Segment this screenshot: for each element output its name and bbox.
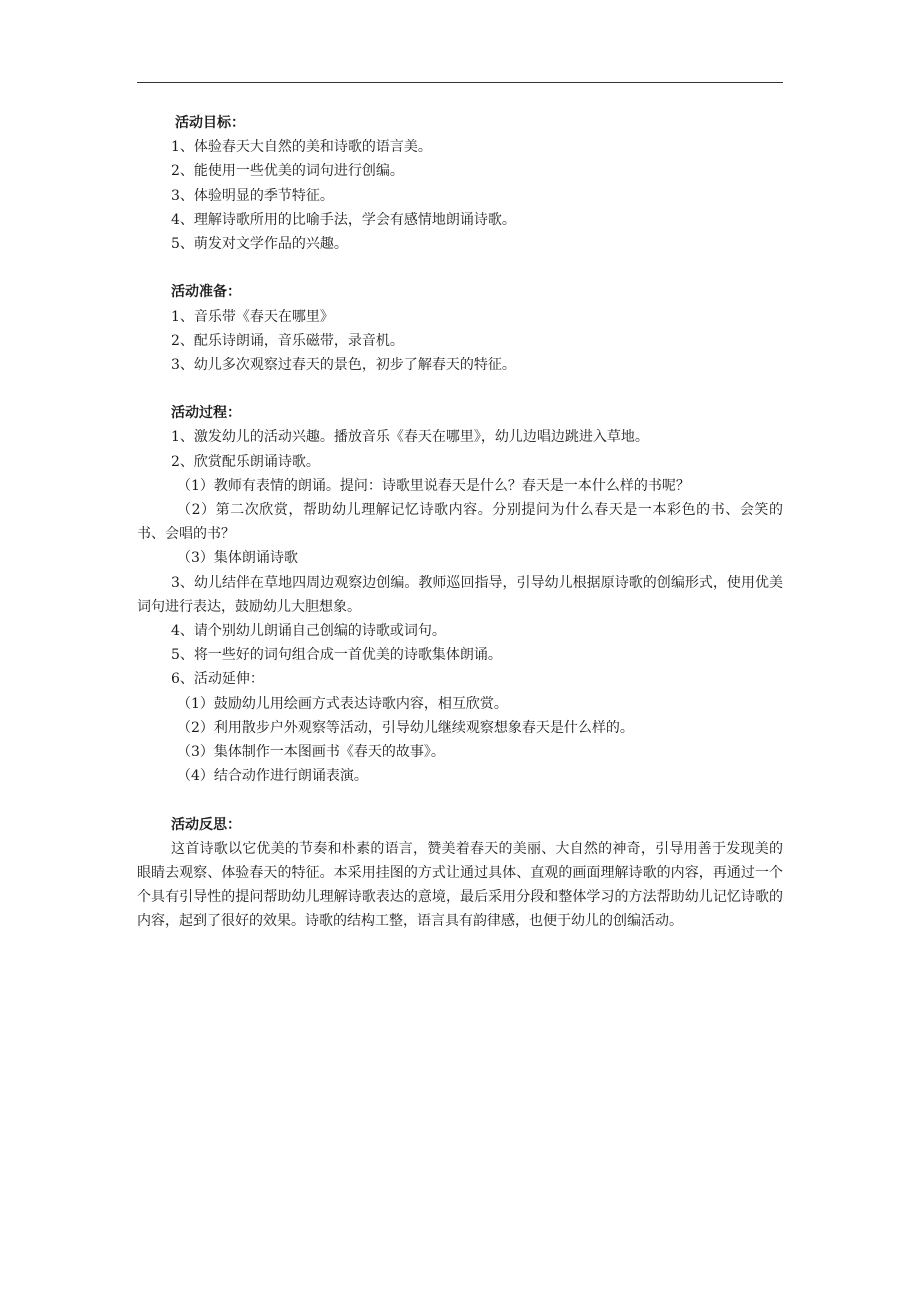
process-step-6-3: （3）集体制作一本图画书《春天的故事》。 xyxy=(177,743,445,760)
reflection-heading: 活动反思： xyxy=(171,816,241,833)
preparation-item: 2、配乐诗朗诵，音乐磁带，录音机。 xyxy=(171,332,404,349)
process-step-3: 3、幼儿结伴在草地四周边观察边创编。教师巡回指导，引导幼儿根据原诗歌的创编形式，使用优美词句进行表达，鼓励幼儿大胆想象。 xyxy=(137,574,783,615)
preparation-item: 3、幼儿多次观察过春天的景色，初步了解春天的特征。 xyxy=(171,356,516,373)
goal-item: 4、理解诗歌所用的比喻手法，学会有感情地朗诵诗歌。 xyxy=(171,211,516,228)
header-rule xyxy=(137,82,783,83)
reflection-section xyxy=(137,813,783,934)
goals-section xyxy=(137,111,783,256)
process-step-2-2: （2）第二次欣赏，帮助幼儿理解记忆诗歌内容。分别提问为什么春天是一本彩色的书、会笑的书、会唱的书？ xyxy=(137,502,783,543)
preparation-item: 1、音乐带《春天在哪里》 xyxy=(171,308,334,325)
goal-item: 5、萌发对文学作品的兴趣。 xyxy=(171,235,348,252)
goals-heading: 活动目标： xyxy=(175,115,245,131)
process-step-4: 4、请个别幼儿朗诵自己创编的诗歌或词句。 xyxy=(171,623,446,639)
process-heading: 活动过程： xyxy=(171,405,241,422)
process-step-6-2: （2）利用散步户外观察等活动，引导幼儿继续观察想象春天是什么样的。 xyxy=(177,719,634,736)
process-step-2-3: （3）集体朗诵诗歌 xyxy=(177,550,298,567)
process-step-2-1: （1）教师有表情的朗诵。提问：诗歌里说春天是什么？春天是一本什么样的书呢？ xyxy=(177,477,690,494)
process-step-2: 2、欣赏配乐朗诵诗歌。 xyxy=(171,453,320,470)
document-body xyxy=(137,111,783,934)
process-step-1: 1、激发幼儿的活动兴趣。播放音乐《春天在哪里》，幼儿边唱边跳进入草地。 xyxy=(171,429,649,446)
process-step-5: 5、将一些好的词句组合成一首优美的诗歌集体朗诵。 xyxy=(171,647,502,664)
process-section xyxy=(137,401,783,788)
process-step-6-1: （1）鼓励幼儿用绘画方式表达诗歌内容，相互欣赏。 xyxy=(177,695,508,712)
preparation-heading: 活动准备： xyxy=(171,284,241,301)
process-step-6-4: （4）结合动作进行朗诵表演。 xyxy=(177,768,368,785)
process-step-6: 6、活动延伸： xyxy=(171,671,264,688)
preparation-section xyxy=(137,280,783,377)
goal-item: 2、能使用一些优美的词句进行创编。 xyxy=(171,163,404,180)
reflection-paragraph: 这首诗歌以它优美的节奏和朴素的语言，赞美着春天的美丽、大自然的神奇，引导用善于发现美的眼睛去观察、体验春天的特征。本采用挂图的方式让通过具体、直观的画面理解诗歌的内容，再通过一个个具有引导性的提问帮助幼儿理解诗歌表达的意境，最后采用分段和整体学习的方法帮助幼儿记忆诗歌的内容，起到了很好的效果。诗歌的结构工整，语言具有韵律感，也便于幼儿的创编活动。 xyxy=(137,840,783,930)
goal-item: 3、体验明显的季节特征。 xyxy=(171,187,334,204)
goal-item: 1、体验春天大自然的美和诗歌的语言美。 xyxy=(171,139,432,156)
